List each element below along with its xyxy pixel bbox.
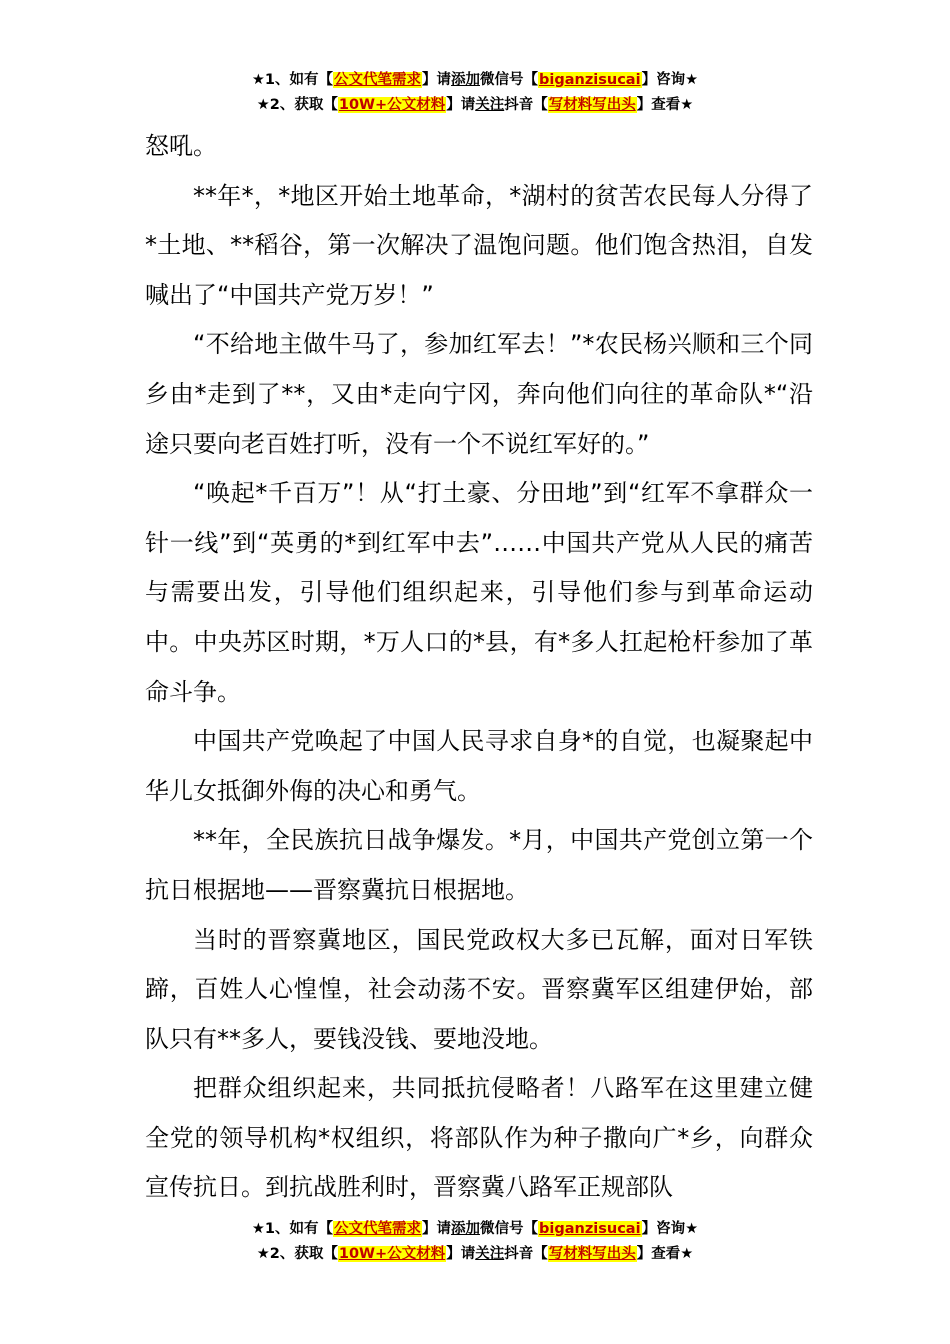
banner-text: 抖音【 — [504, 97, 548, 113]
paragraph: **年*，*地区开始土地革命，*湖村的贫苦农民每人分得了*土地、**稻谷，第一次解决了温饱问题。他们饱含热泪，自发喊出了“中国共产党万岁！” — [145, 181, 813, 309]
banner-text: 】请 — [422, 1221, 452, 1237]
paragraph: 中国共产党唤起了中国人民寻求自身*的自觉，也凝聚起中华儿女抵御外侮的决心和勇气。 — [145, 727, 813, 805]
header-banner — [0, 68, 950, 118]
banner-text: 微信号【 — [480, 72, 539, 88]
banner-line-2 — [0, 1242, 950, 1267]
banner-text: ★2、获取【 — [256, 1246, 338, 1262]
banner-text: 】请 — [446, 97, 476, 113]
banner-text: 抖音【 — [504, 1246, 548, 1262]
paragraph: 怒吼。 — [145, 132, 217, 160]
paragraph: “不给地主做牛马了，参加红军去！”*农民杨兴顺和三个同乡由*走到了**，又由*走向宁冈，奔向他们向往的革命队*“沿途只要向老百姓打听，没有一个不说红军好的。” — [145, 330, 813, 458]
footer-banner — [0, 1217, 950, 1267]
banner-text: 】请 — [422, 72, 452, 88]
banner-text: ★2、获取【 — [256, 97, 338, 113]
paragraph: 当时的晋察冀地区，国民党政权大多已瓦解，面对日军铁蹄，百姓人心惶惶，社会动荡不安。晋察冀军区组建伊始，部队只有**多人，要钱没钱、要地没地。 — [145, 925, 813, 1053]
document-body — [145, 122, 813, 1213]
banner-underlined: 添加 — [451, 72, 481, 88]
banner-highlight-douyin: 写材料写出头 — [548, 1246, 636, 1262]
banner-text: 】请 — [446, 1246, 476, 1262]
banner-highlight-douyin: 写材料写出头 — [548, 97, 636, 113]
banner-underlined: 添加 — [451, 1221, 481, 1237]
banner-line-2 — [0, 93, 950, 118]
banner-highlight-wechat: biganzisucai — [539, 1221, 641, 1237]
banner-text: 】咨询★ — [641, 72, 699, 88]
banner-text: 微信号【 — [480, 1221, 539, 1237]
banner-underlined: 关注 — [475, 97, 505, 113]
banner-line-1 — [0, 68, 950, 93]
banner-highlight-service: 公文代笔需求 — [334, 1221, 422, 1237]
banner-highlight-materials: 10W+公文材料 — [338, 97, 446, 113]
banner-text: ★1、如有【 — [251, 1221, 334, 1237]
banner-text: 】咨询★ — [641, 1221, 699, 1237]
banner-line-1 — [0, 1217, 950, 1242]
banner-underlined: 关注 — [475, 1246, 505, 1262]
paragraph: **年，全民族抗日战争爆发。*月，中国共产党创立第一个抗日根据地——晋察冀抗日根据地。 — [145, 826, 813, 904]
banner-text: 】查看★ — [636, 1246, 694, 1262]
paragraph: 把群众组织起来，共同抵抗侵略者！八路军在这里建立健全党的领导机构*权组织，将部队作为种子撒向广*乡，向群众宣传抗日。到抗战胜利时，晋察冀八路军正规部队 — [145, 1074, 813, 1202]
banner-text: 】查看★ — [636, 97, 694, 113]
banner-highlight-materials: 10W+公文材料 — [338, 1246, 446, 1262]
banner-text: ★1、如有【 — [251, 72, 334, 88]
banner-highlight-service: 公文代笔需求 — [334, 72, 422, 88]
paragraph: “唤起*千百万”！从“打土豪、分田地”到“红军不拿群众一针一线”到“英勇的*到红军中去”……中国共产党从人民的痛苦与需要出发，引导他们组织起来，引导他们参与到革命运动中。中央苏区时期，*万人口的*县，有*多人扛起枪杆参加了革命斗争。 — [145, 479, 813, 706]
banner-highlight-wechat: biganzisucai — [539, 72, 641, 88]
